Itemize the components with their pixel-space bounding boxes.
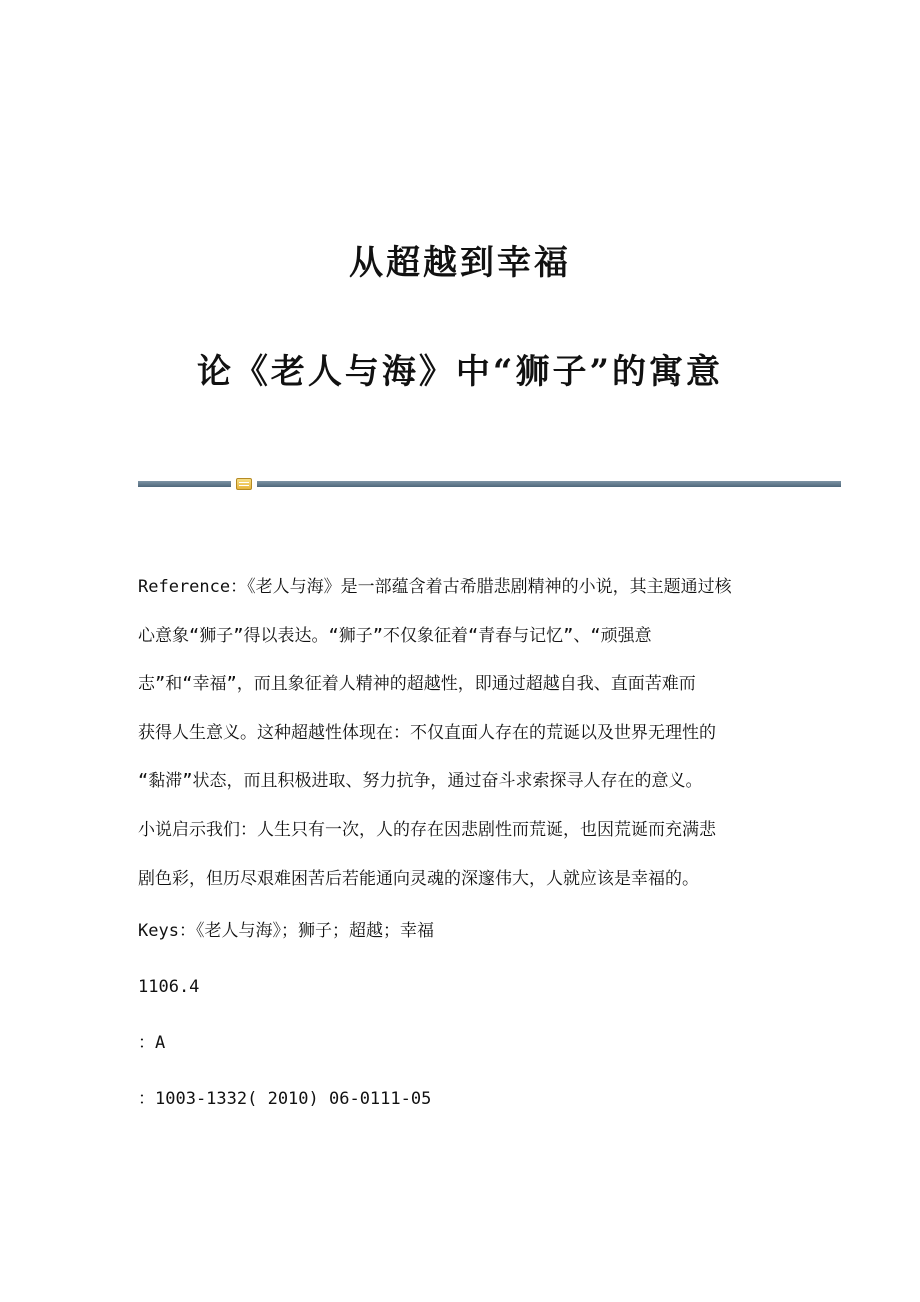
abstract-line: 志”和“幸福”，而且象征着人精神的超越性，即通过超越自我、直面苦难而 <box>138 674 696 695</box>
abstract-line: 获得人生意义。这种超越性体现在：不仅直面人存在的荒诞以及世界无理性的 <box>138 722 716 743</box>
abstract-line: Reference：《老人与海》是一部蕴含着古希腊悲剧精神的小说，其主题通过核 <box>138 577 732 597</box>
divider-left-bar <box>138 481 231 487</box>
abstract-line: 心意象“狮子”得以表达。“狮子”不仅象征着“青春与记忆”、“顽强意 <box>138 625 652 646</box>
document-title: 从超越到幸福 <box>349 242 571 283</box>
abstract-line: “黏滞”状态，而且积极进取、努力抗争，通过奋斗求索探寻人存在的意义。 <box>138 771 703 792</box>
document-code: ：A <box>138 1033 166 1053</box>
divider-right-bar <box>257 481 841 487</box>
abstract-line: 小说启示我们：人生只有一次，人的存在因悲剧性而荒诞，也因荒诞而充满悲 <box>138 819 716 840</box>
keywords: Keys：《老人与海》；狮子；超越；幸福 <box>138 921 434 941</box>
article-number: ：1003-1332( 2010) 06-0111-05 <box>138 1089 432 1109</box>
classification-number: 1106.4 <box>138 977 200 997</box>
abstract <box>138 575 788 915</box>
abstract-line: 剧色彩，但历尽艰难困苦后若能通向灵魂的深邃伟大，人就应该是幸福的。 <box>138 868 699 889</box>
divider-ornament-icon <box>236 478 252 490</box>
title-divider <box>138 478 841 490</box>
document-subtitle: 论《老人与海》中“狮子”的寓意 <box>196 352 724 393</box>
